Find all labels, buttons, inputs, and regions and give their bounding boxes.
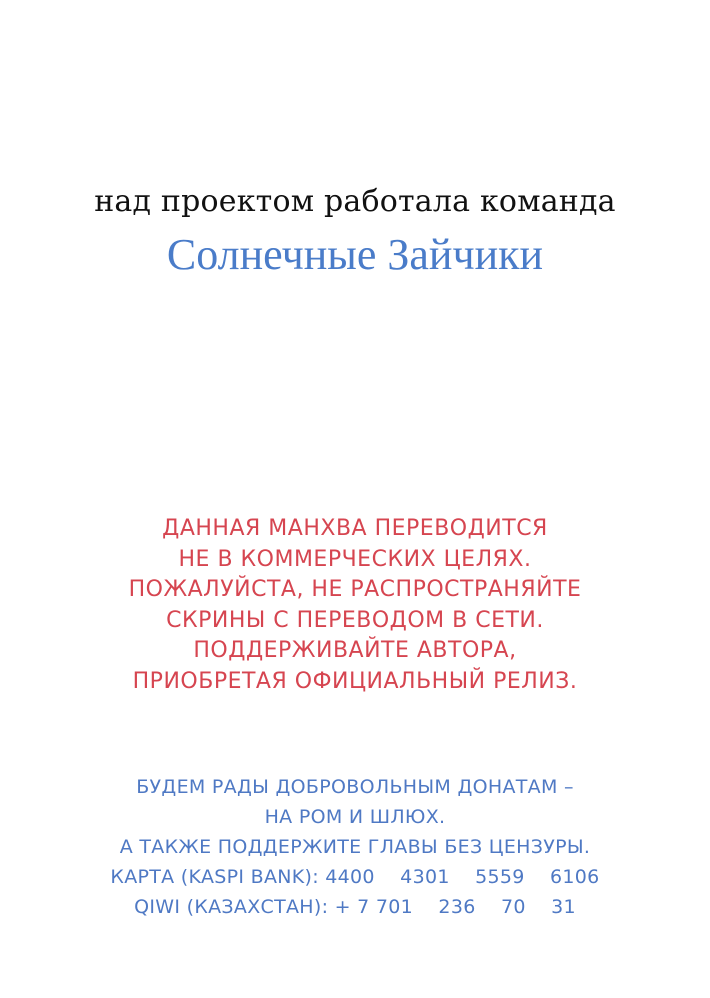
donation-info [0,772,710,922]
donate-line: А ТАКЖЕ ПОДДЕРЖИТЕ ГЛАВЫ БЕЗ ЦЕНЗУРЫ. [119,836,591,858]
notice-line: ПОЖАЛУЙСТА, НЕ РАСПРОСТРАНЯЙТЕ [128,577,582,602]
notice-line: ДАННАЯ МАНХВА ПЕРЕВОДИТСЯ [162,516,548,541]
card-number-line: КАРТА (KASPI BANK): 4400 4301 5559 6106 [110,866,600,888]
donate-line: НА РОМ И ШЛЮХ. [264,806,446,828]
donate-line: БУДЕМ РАДЫ ДОБРОВОЛЬНЫМ ДОНАТАМ – [136,776,574,798]
notice-line: НЕ В КОММЕРЧЕСКИХ ЦЕЛЯХ. [178,546,532,572]
credits-intro: над проектом работала команда [94,184,616,219]
non-commercial-notice [0,514,710,697]
notice-line: СКРИНЫ С ПЕРЕВОДОМ В СЕТИ. [166,607,544,633]
notice-line: ПРИОБРЕТАЯ ОФИЦИАЛЬНЫЙ РЕЛИЗ. [132,668,578,694]
team-name: Солнечные Зайчики [166,230,544,279]
credits-block [0,180,710,284]
notice-line: ПОДДЕРЖИВАЙТЕ АВТОРА, [193,638,517,663]
qiwi-number-line: QIWI (КАЗАХСТАН): + 7 701 236 70 31 [134,896,576,918]
